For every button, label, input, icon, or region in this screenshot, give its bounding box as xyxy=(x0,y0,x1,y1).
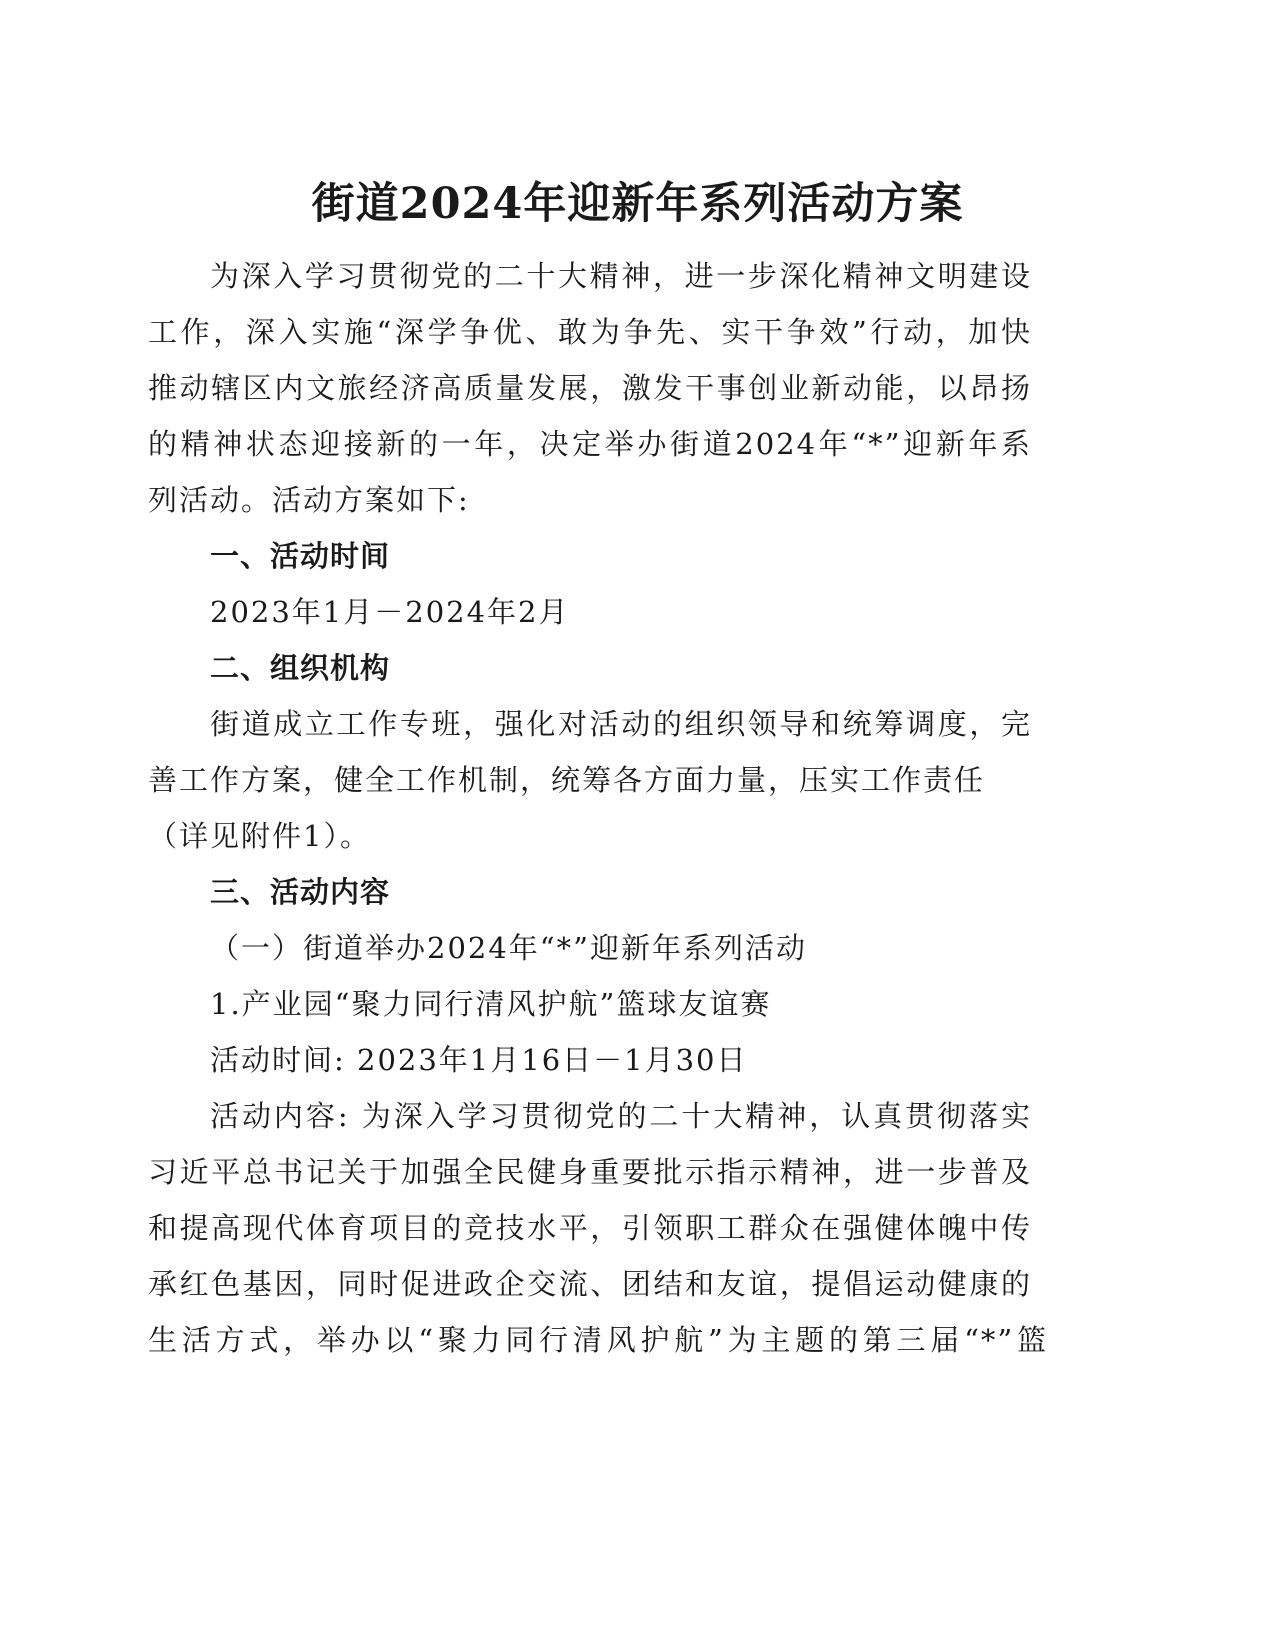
section-2-line-2: 善工作方案，健全工作机制，统筹各方面力量，压实工作责任 xyxy=(148,763,986,797)
section-2-heading: 二、组织机构 xyxy=(210,651,391,685)
intro-line-2: 工作，深入实施“深学争优、敢为争先、实干争效”行动，加快 xyxy=(148,315,1032,349)
intro-line-4: 的精神状态迎接新的一年，决定举办街道2024年“*”迎新年系 xyxy=(148,427,1032,461)
section-1-text: 2023年1月－2024年2月 xyxy=(210,595,570,629)
intro-line-5: 列活动。活动方案如下: xyxy=(148,483,470,517)
item-1-content-line-5: 生活方式，举办以“聚力同行清风护航”为主题的第三届“*”篮 xyxy=(148,1323,1048,1357)
item-1-content-line-2: 习近平总书记关于加强全民健身重要批示指示精神，进一步普及 xyxy=(148,1155,1032,1189)
document-title: 街道2024年迎新年系列活动方案 xyxy=(311,179,964,229)
section-2-line-1: 街道成立工作专班，强化对活动的组织领导和统筹调度，完 xyxy=(210,707,1032,741)
subsection-1-heading: （一）街道举办2024年“*”迎新年系列活动 xyxy=(210,931,807,965)
intro-line-1: 为深入学习贯彻党的二十大精神，进一步深化精神文明建设 xyxy=(210,259,1032,293)
item-1-title: 1.产业园“聚力同行清风护航”篮球友谊赛 xyxy=(210,987,772,1021)
section-2-line-3: （详见附件1）。 xyxy=(148,819,371,853)
item-1-content-line-1: 活动内容: 为深入学习贯彻党的二十大精神，认真贯彻落实 xyxy=(210,1099,1032,1133)
item-1-time: 活动时间: 2023年1月16日－1月30日 xyxy=(210,1043,748,1077)
item-1-content-line-3: 和提高现代体育项目的竞技水平，引领职工群众在强健体魄中传 xyxy=(148,1211,1032,1245)
section-1-heading: 一、活动时间 xyxy=(210,539,391,573)
intro-line-3: 推动辖区内文旅经济高质量发展，激发干事创业新动能，以昂扬 xyxy=(148,371,1032,405)
section-3-heading: 三、活动内容 xyxy=(210,875,391,909)
item-1-content-line-4: 承红色基因，同时促进政企交流、团结和友谊，提倡运动健康的 xyxy=(148,1267,1032,1301)
